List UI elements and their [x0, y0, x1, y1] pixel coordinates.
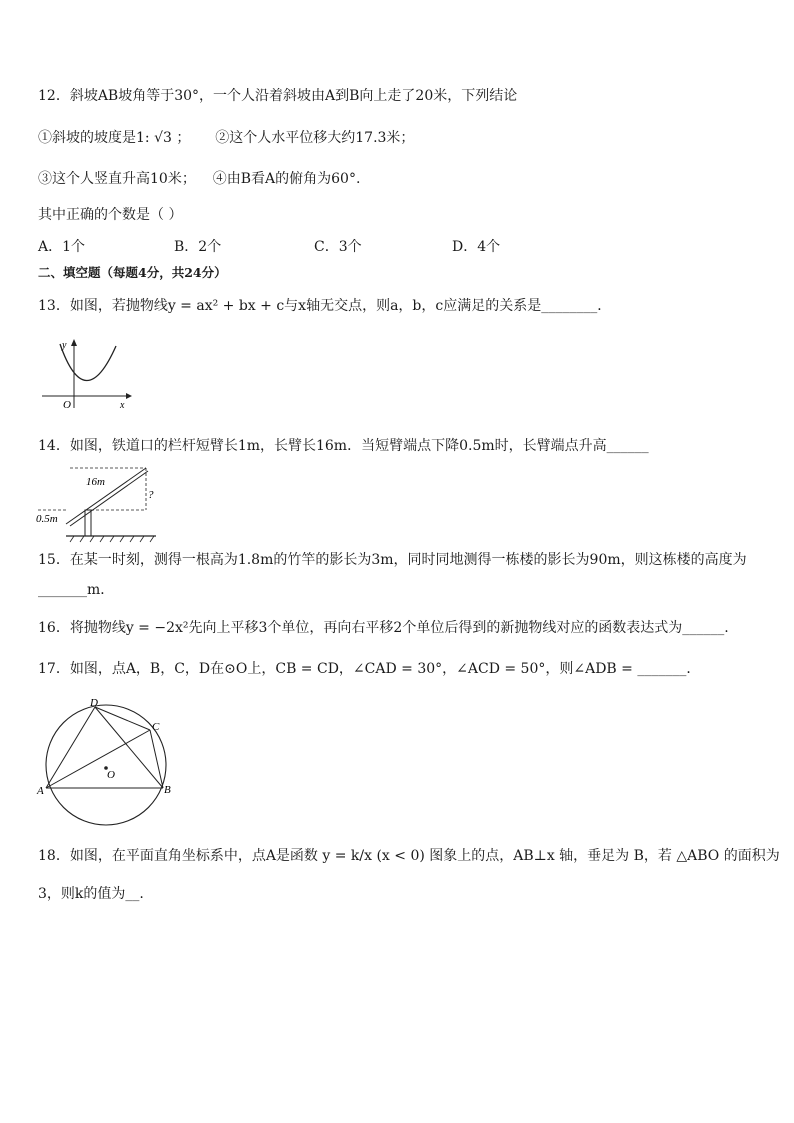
q12-options: [38, 237, 758, 257]
y-axis-arrow: [71, 339, 77, 346]
chord-dc: [95, 707, 150, 730]
ground-hatch: [70, 536, 74, 542]
ground-hatch: [110, 536, 114, 542]
q12-stem: 12．斜坡AB坡角等于30°，一个人沿着斜坡由A到B向上走了20米，下列结论: [38, 88, 518, 104]
point-b-label: B: [164, 784, 171, 796]
chord-db: [95, 707, 163, 788]
x-label: x: [120, 400, 125, 411]
long-arm-label: 16m: [86, 476, 105, 488]
arm-edge-bottom: [70, 471, 148, 526]
arm-edge-top: [66, 468, 146, 524]
q17-circle-figure: [34, 694, 184, 834]
q14-railing-figure: [36, 464, 176, 544]
origin-label: O: [63, 399, 71, 411]
rise-question-label: ?: [148, 489, 154, 501]
q12-statements-row1: [38, 128, 758, 148]
q12-ask: 其中正确的个数是（ ）: [38, 207, 183, 223]
q12-option-a: A．1个: [38, 239, 86, 255]
ground-hatch: [100, 536, 104, 542]
q14-text: 14．如图，铁道口的栏杆短臂长1m，长臂长16m．当短臂端点下降0.5m时，长臂端点升高______: [38, 438, 649, 454]
q12-statement-1: ①斜坡的坡度是1: √3 ；: [38, 130, 191, 146]
q16-text: 16．将抛物线y = −2x²先向上平移3个单位，再向右平移2个单位后得到的新抛物线对应的函数表达式为______.: [38, 620, 729, 636]
chord-ad: [46, 707, 95, 788]
parabola-curve: [60, 344, 116, 381]
point-d-label: D: [90, 697, 98, 709]
chord-ac: [46, 730, 150, 788]
q12-option-b: B．2个: [174, 239, 222, 255]
point-c-label: C: [152, 721, 160, 733]
x-axis-arrow: [126, 393, 132, 399]
ground-hatch: [150, 536, 154, 542]
center-o-label: O: [107, 769, 115, 781]
ground-hatch: [90, 536, 94, 542]
q15-text-line1: 15．在某一时刻，测得一根高为1.8m的竹竿的影长为3m，同时同地测得一栋楼的影长为90m，则这栋楼的高度为: [38, 552, 747, 568]
q13-parabola-figure: [40, 336, 140, 416]
q18-text-line1: 18．如图，在平面直角坐标系中，点A是函数 y = k/x (x < 0) 图象上的点，AB⊥x 轴，垂足为 B，若 △ABO 的面积为: [38, 848, 780, 864]
section-heading-fill-in: 二、填空题（每题4分，共24分）: [38, 265, 227, 280]
q12-statements-row2: [38, 169, 758, 189]
ground-hatch: [140, 536, 144, 542]
q12-statement-4: ④由B看A的俯角为60°.: [212, 171, 361, 187]
q17-text: 17．如图，点A，B，C，D在⊙O上，CB = CD，∠CAD = 30°，∠ACD = 50°，则∠ADB = _______．: [38, 661, 701, 677]
chord-cb: [150, 730, 163, 788]
point-a-label: A: [37, 785, 44, 797]
ground-hatch: [120, 536, 124, 542]
q12-option-c: C．3个: [314, 239, 362, 255]
short-arm-drop-label: 0.5m: [36, 513, 58, 525]
q18-text-line2: 3，则k的值为__.: [38, 886, 144, 902]
q12-option-d: D．4个: [452, 239, 501, 255]
q13-text: 13．如图，若抛物线y = ax² + bx + c与x轴无交点，则a，b，c应满足的关系是________．: [38, 298, 612, 314]
q15-text-line2: _______m．: [38, 582, 115, 598]
y-label: y: [62, 340, 67, 351]
circle-o: [46, 705, 166, 825]
q12-statement-3: ③这个人竖直升高10米；: [38, 171, 196, 187]
ground-hatch: [80, 536, 84, 542]
ground-hatch: [130, 536, 134, 542]
q12-statement-2: ②这个人水平位移大约17.3米；: [215, 130, 415, 146]
